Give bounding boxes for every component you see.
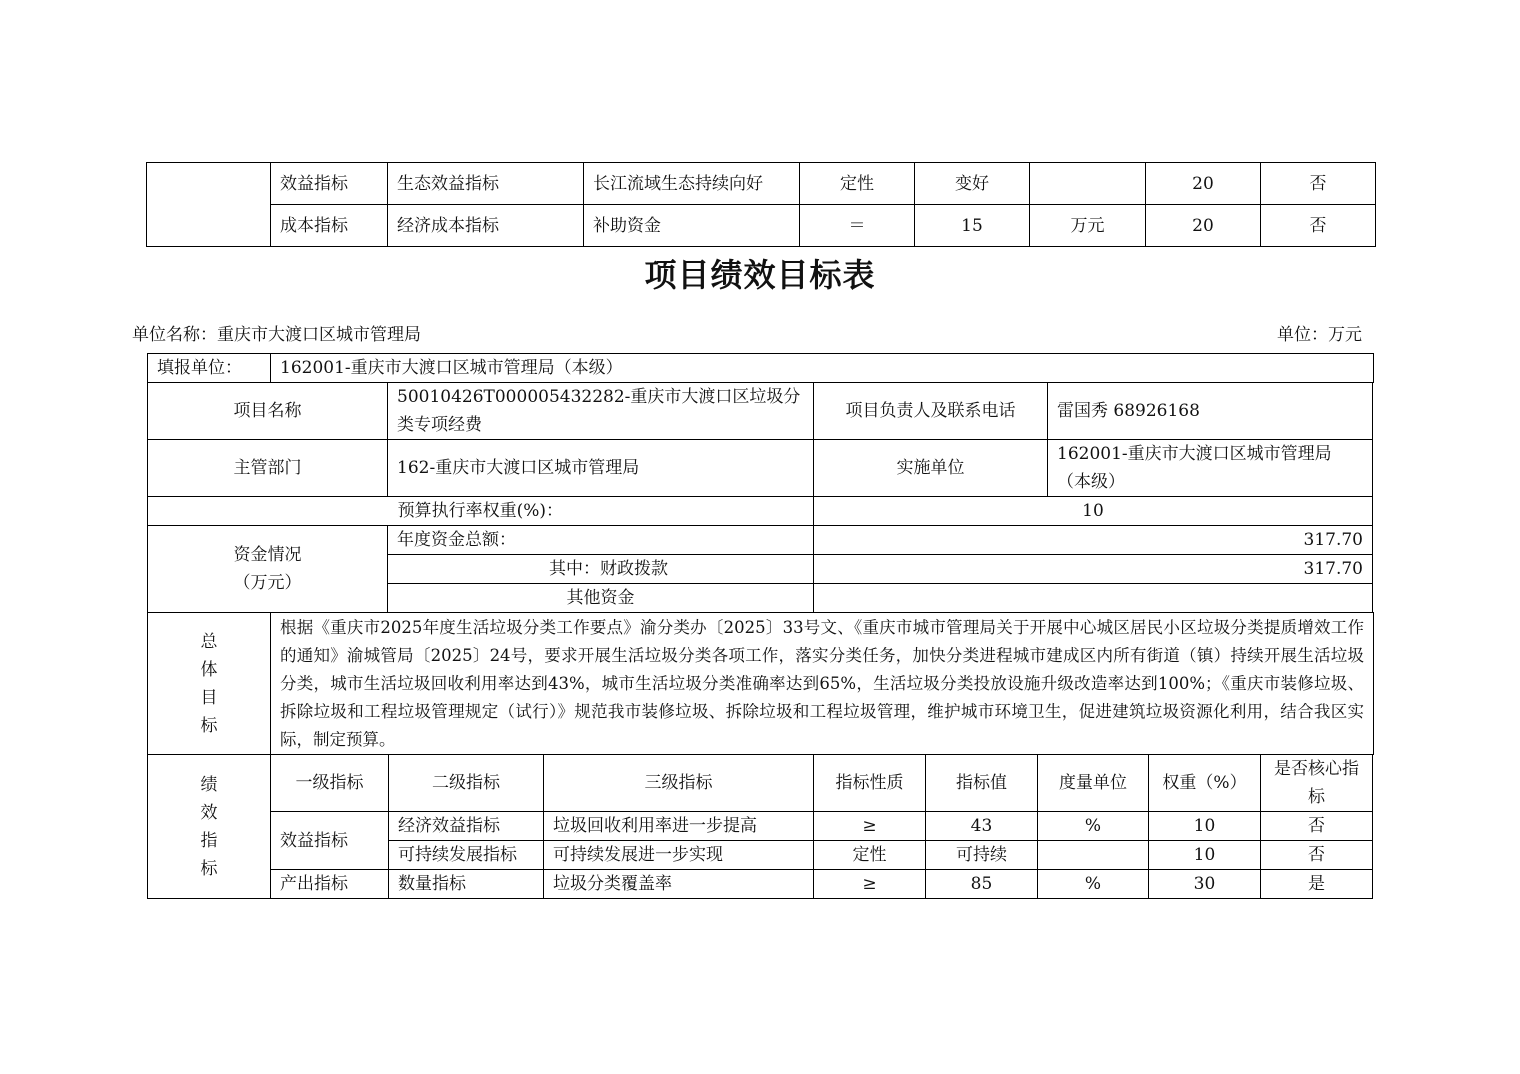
impl-value: 162001-重庆市大渡口区城市管理局（本级）	[1048, 440, 1373, 497]
budget-rate-label: 预算执行率权重(%)：	[148, 497, 814, 526]
funds-label-line2: （万元）	[233, 573, 302, 593]
table-cell: 效益指标	[271, 812, 389, 870]
table-cell: 经济效益指标	[389, 812, 544, 841]
table-cell: 否	[1261, 841, 1373, 870]
manager-value: 雷国秀 68926168	[1048, 383, 1373, 440]
overall-goal-table	[147, 612, 1374, 755]
header-core: 是否核心指标	[1261, 755, 1373, 812]
table-cell: ＝	[800, 205, 915, 247]
table-cell: %	[1038, 870, 1149, 899]
table-cell: 产出指标	[271, 870, 389, 899]
impl-label: 实施单位	[814, 440, 1048, 497]
table-cell: 85	[926, 870, 1038, 899]
header-weight: 权重（%）	[1149, 755, 1261, 812]
dept-value: 162-重庆市大渡口区城市管理局	[388, 440, 814, 497]
goal-text: 根据《重庆市2025年度生活垃圾分类工作要点》渝分类办〔2025〕33号文、《重庆市城市管理局关于开展中心城区居民小区垃圾分类提质增效工作的通知》渝城管局〔2025〕24号，要求开展生活垃圾分类各项工作，落实分类任务，加快分类进程城市建成区内所有街道（镇）持续开展生活垃圾分类，城市生活垃圾回收利用率达到43%，城市生活垃圾分类准确率达到65%，生活垃圾分类投放设施升级改造率达到100%；《重庆市装修垃圾、拆除垃圾和工程垃圾管理规定（试行）》规范我市装修垃圾、拆除垃圾和工程垃圾管理，维护城市环境卫生，促进建筑垃圾资源化利用，结合我区实际，制定预算。	[271, 613, 1374, 755]
project-info-table	[147, 382, 1373, 613]
table-cell: 否	[1261, 163, 1376, 205]
other-label: 其他资金	[388, 584, 814, 613]
header-unit: 度量单位	[1038, 755, 1149, 812]
annual-total-value: 317.70	[814, 526, 1373, 555]
goal-label: 总 体 目 标	[148, 613, 271, 755]
table-cell: 垃圾分类覆盖率	[544, 870, 814, 899]
funds-label-line1: 资金情况	[233, 545, 302, 565]
page-title: 项目绩效目标表	[644, 256, 876, 294]
table-cell: 可持续发展进一步实现	[544, 841, 814, 870]
table-cell: 是	[1261, 870, 1373, 899]
project-name-label: 项目名称	[148, 383, 388, 440]
table-cell: 可持续发展指标	[389, 841, 544, 870]
table-cell: 生态效益指标	[388, 163, 584, 205]
unit-name: 单位名称：重庆市大渡口区城市管理局	[132, 325, 421, 345]
table-cell	[1038, 841, 1149, 870]
table-cell: 补助资金	[584, 205, 800, 247]
annual-total-label: 年度资金总额：	[388, 526, 814, 555]
budget-rate-value: 10	[814, 497, 1373, 526]
funds-label	[148, 526, 388, 613]
other-value	[814, 584, 1373, 613]
table-cell: 成本指标	[271, 205, 388, 247]
table-cell: 否	[1261, 812, 1373, 841]
table-cell: 长江流域生态持续向好	[584, 163, 800, 205]
table-cell: 数量指标	[389, 870, 544, 899]
header-level3: 三级指标	[544, 755, 814, 812]
table-cell: %	[1038, 812, 1149, 841]
fill-unit-value: 162001-重庆市大渡口区城市管理局（本级）	[271, 354, 1374, 383]
table-cell: 变好	[915, 163, 1030, 205]
table-cell: 15	[915, 205, 1030, 247]
table-cell	[1030, 163, 1146, 205]
header-level2: 二级指标	[389, 755, 544, 812]
table-cell: 10	[1149, 812, 1261, 841]
manager-label: 项目负责人及联系电话	[814, 383, 1048, 440]
table-cell: 垃圾回收利用率进一步提高	[544, 812, 814, 841]
unit-money: 单位：万元	[1277, 325, 1362, 345]
table-cell: 10	[1149, 841, 1261, 870]
table-cell: 20	[1146, 163, 1261, 205]
fiscal-label: 其中：财政拨款	[388, 555, 814, 584]
perf-label: 绩 效 指 标	[148, 755, 271, 899]
fiscal-value: 317.70	[814, 555, 1373, 584]
table-cell: 30	[1149, 870, 1261, 899]
table-cell: ≥	[814, 870, 926, 899]
performance-table	[147, 754, 1373, 899]
top-continuation-table	[146, 162, 1376, 247]
table-cell: 定性	[800, 163, 915, 205]
project-name-value: 50010426T000005432282-重庆市大渡口区垃圾分类专项经费	[388, 383, 814, 440]
table-cell: 效益指标	[271, 163, 388, 205]
dept-label: 主管部门	[148, 440, 388, 497]
table-cell: ≥	[814, 812, 926, 841]
table-cell: 否	[1261, 205, 1376, 247]
header-nature: 指标性质	[814, 755, 926, 812]
table-cell: 20	[1146, 205, 1261, 247]
fill-unit-table	[147, 353, 1374, 383]
table-cell: 万元	[1030, 205, 1146, 247]
header-value: 指标值	[926, 755, 1038, 812]
table-cell: 可持续	[926, 841, 1038, 870]
header-level1: 一级指标	[271, 755, 389, 812]
table-cell: 43	[926, 812, 1038, 841]
fill-unit-label: 填报单位：	[148, 354, 271, 383]
blank-cell	[147, 163, 271, 247]
table-cell: 经济成本指标	[388, 205, 584, 247]
table-cell: 定性	[814, 841, 926, 870]
